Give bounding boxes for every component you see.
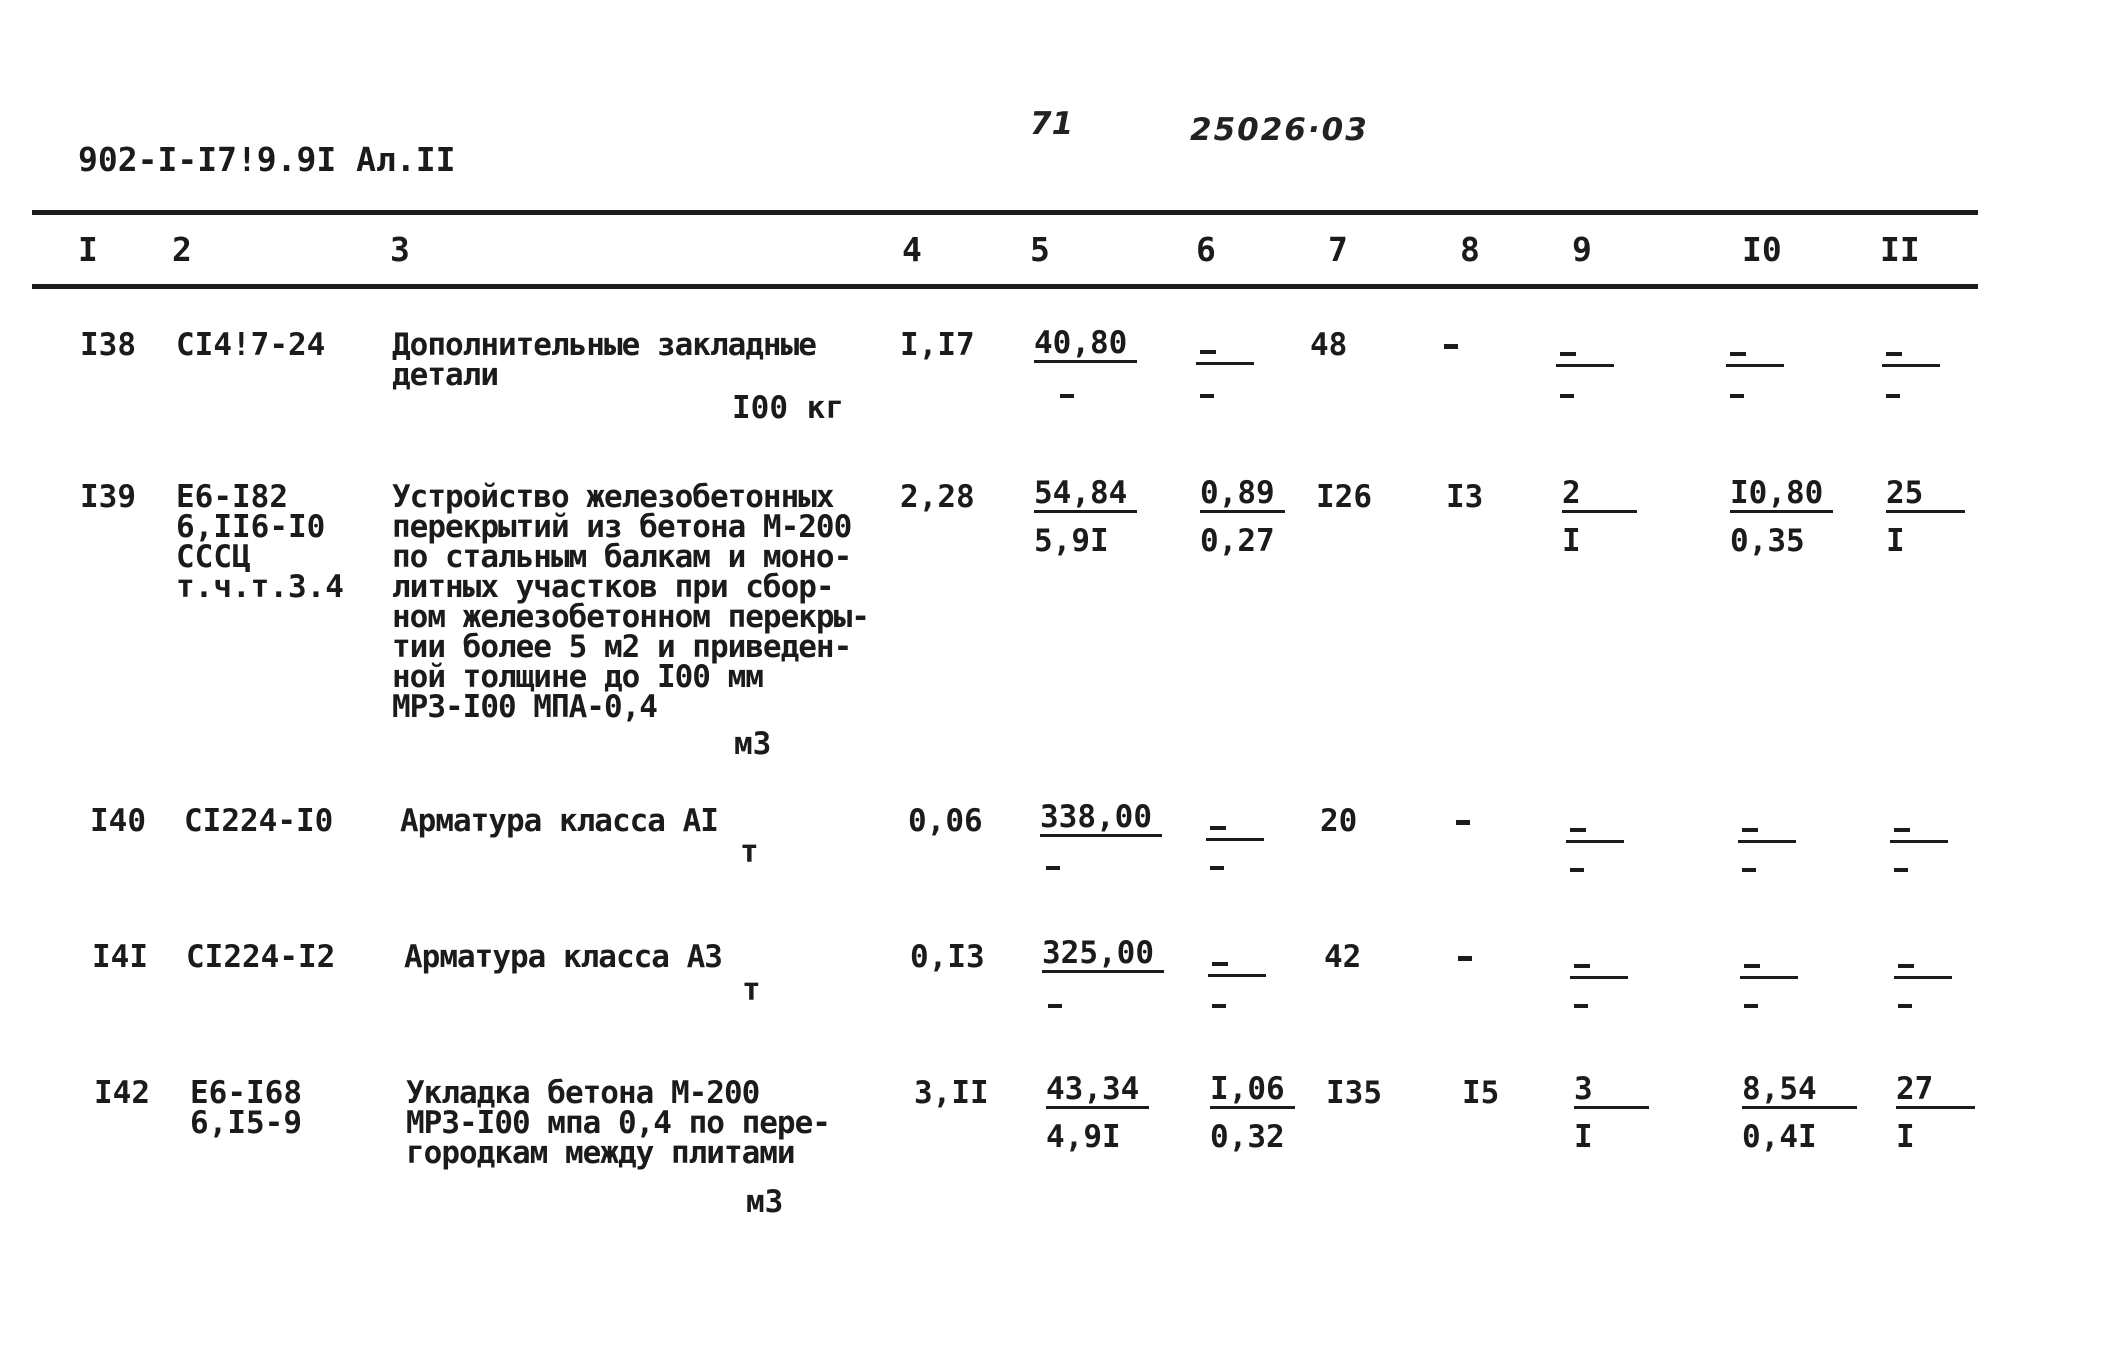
norm-code: CI4!7-24 bbox=[176, 327, 326, 363]
table-header-rule bbox=[32, 284, 1978, 289]
col10-bot-empty bbox=[1730, 394, 1744, 398]
unit-cost-total: 43,34 bbox=[1046, 1072, 1149, 1109]
norm-code: CI224-I2 bbox=[186, 939, 336, 975]
col11-bot-empty bbox=[1894, 868, 1908, 872]
unit: т bbox=[742, 972, 761, 1008]
col10-bottom: 0,4I bbox=[1742, 1119, 1817, 1155]
row-number: I39 bbox=[80, 479, 136, 515]
row-number: I4I bbox=[92, 939, 148, 975]
col9-top-empty bbox=[1570, 956, 1628, 979]
quantity: I,I7 bbox=[900, 327, 975, 363]
col11-top-empty bbox=[1890, 820, 1948, 843]
row-number: I38 bbox=[80, 327, 136, 363]
col6-top-empty bbox=[1196, 342, 1254, 365]
col9-bottom: I bbox=[1574, 1119, 1593, 1155]
unit: м3 bbox=[746, 1184, 784, 1220]
unit-cost-total: 54,84 bbox=[1034, 476, 1137, 513]
unit-cost-total: 325,00 bbox=[1042, 936, 1164, 973]
column-header-4: 4 bbox=[902, 230, 922, 269]
unit: т bbox=[740, 834, 759, 870]
norm-code: E6-I82 6,II6-I0 СССЦ т.ч.т.3.4 bbox=[176, 479, 344, 605]
column-header-9: 9 bbox=[1572, 230, 1592, 269]
col10-top: I0,80 bbox=[1730, 476, 1833, 513]
col11-top: 25 bbox=[1886, 476, 1965, 513]
col11-bottom: I bbox=[1896, 1119, 1915, 1155]
col6-bot-empty bbox=[1212, 1004, 1226, 1008]
row-number: I42 bbox=[94, 1075, 150, 1111]
col8-empty bbox=[1456, 820, 1470, 825]
col11-top: 27 bbox=[1896, 1072, 1975, 1109]
col11-bot-empty bbox=[1898, 1004, 1912, 1008]
col6-bot-empty bbox=[1200, 394, 1214, 398]
quantity: 0,06 bbox=[908, 803, 983, 839]
quantity: 0,I3 bbox=[910, 939, 985, 975]
column-header-11: II bbox=[1880, 230, 1920, 269]
col10-bot-empty bbox=[1742, 868, 1756, 872]
column-header-8: 8 bbox=[1460, 230, 1480, 269]
col10-top: 8,54 bbox=[1742, 1072, 1857, 1109]
col9-top-empty bbox=[1556, 344, 1614, 367]
column-header-2: 2 bbox=[172, 230, 192, 269]
col6-top: 0,89 bbox=[1200, 476, 1285, 513]
col9-bot-empty bbox=[1560, 394, 1574, 398]
handwritten-page-number: 71 bbox=[1030, 106, 1074, 142]
unit-cost-total: 338,00 bbox=[1040, 800, 1162, 837]
col6-bot-empty bbox=[1210, 866, 1224, 870]
quantity: 3,II bbox=[914, 1075, 989, 1111]
document-code: 902-I-I7!9.9I Ал.II bbox=[78, 140, 456, 179]
col9-bot-empty bbox=[1574, 1004, 1588, 1008]
unit-cost-wages bbox=[1060, 394, 1074, 398]
col9-top-empty bbox=[1566, 820, 1624, 843]
col9-bot-empty bbox=[1570, 868, 1584, 872]
col11-top-empty bbox=[1882, 344, 1940, 367]
col10-top-empty bbox=[1738, 820, 1796, 843]
col9-bottom: I bbox=[1562, 523, 1581, 559]
col9-top: 3 bbox=[1574, 1072, 1649, 1109]
col7-value: I26 bbox=[1316, 479, 1372, 515]
unit-cost-wages: 4,9I bbox=[1046, 1119, 1121, 1155]
col10-bottom: 0,35 bbox=[1730, 523, 1805, 559]
column-header-3: 3 bbox=[390, 230, 410, 269]
column-header-10: I0 bbox=[1742, 230, 1782, 269]
quantity: 2,28 bbox=[900, 479, 975, 515]
col7-value: 42 bbox=[1324, 939, 1362, 975]
col10-top-empty bbox=[1740, 956, 1798, 979]
col8-value: I3 bbox=[1446, 479, 1484, 515]
table-top-rule bbox=[32, 210, 1978, 215]
work-description: Арматура класса AI bbox=[400, 803, 718, 839]
col7-value: 48 bbox=[1310, 327, 1348, 363]
column-header-5: 5 bbox=[1030, 230, 1050, 269]
handwritten-document-number: 25026·03 bbox=[1190, 112, 1369, 148]
column-header-7: 7 bbox=[1328, 230, 1348, 269]
column-header-6: 6 bbox=[1196, 230, 1216, 269]
col6-bottom: 0,32 bbox=[1210, 1119, 1285, 1155]
unit-cost-total: 40,80 bbox=[1034, 326, 1137, 363]
col6-top-empty bbox=[1206, 818, 1264, 841]
col10-top-empty bbox=[1726, 344, 1784, 367]
column-header-1: I bbox=[78, 230, 98, 269]
col6-bottom: 0,27 bbox=[1200, 523, 1275, 559]
col7-value: 20 bbox=[1320, 803, 1358, 839]
col9-top: 2 bbox=[1562, 476, 1637, 513]
col11-top-empty bbox=[1894, 956, 1952, 979]
work-description: Арматура класса А3 bbox=[404, 939, 722, 975]
col8-value: I5 bbox=[1462, 1075, 1500, 1111]
col8-empty bbox=[1444, 344, 1458, 349]
row-number: I40 bbox=[90, 803, 146, 839]
unit-cost-wages: 5,9I bbox=[1034, 523, 1109, 559]
unit: м3 bbox=[734, 726, 772, 762]
col10-bot-empty bbox=[1744, 1004, 1758, 1008]
unit: I00 кг bbox=[732, 390, 844, 426]
work-description: Дополнительные закладные детали bbox=[392, 327, 816, 393]
col8-empty bbox=[1458, 956, 1472, 961]
unit-cost-wages bbox=[1048, 1004, 1062, 1008]
work-description: Устройство железобетонных перекрытий из бетона М-200 по стальным балкам и моно- литных участков при сбор- ном железобетонном перекры- тии более 5 м2 и приведен- ной толщине до I00 мм МРЗ-I00 МПА-0,4 bbox=[392, 479, 869, 725]
work-description: Укладка бетона М-200 МРЗ-I00 мпа 0,4 по пере- городкам между плитами bbox=[406, 1075, 830, 1171]
col6-top: I,06 bbox=[1210, 1072, 1295, 1109]
col7-value: I35 bbox=[1326, 1075, 1382, 1111]
col11-bottom: I bbox=[1886, 523, 1905, 559]
norm-code: E6-I68 6,I5-9 bbox=[190, 1075, 302, 1141]
unit-cost-wages bbox=[1046, 866, 1060, 870]
col11-bot-empty bbox=[1886, 394, 1900, 398]
col6-top-empty bbox=[1208, 954, 1266, 977]
norm-code: CI224-I0 bbox=[184, 803, 334, 839]
